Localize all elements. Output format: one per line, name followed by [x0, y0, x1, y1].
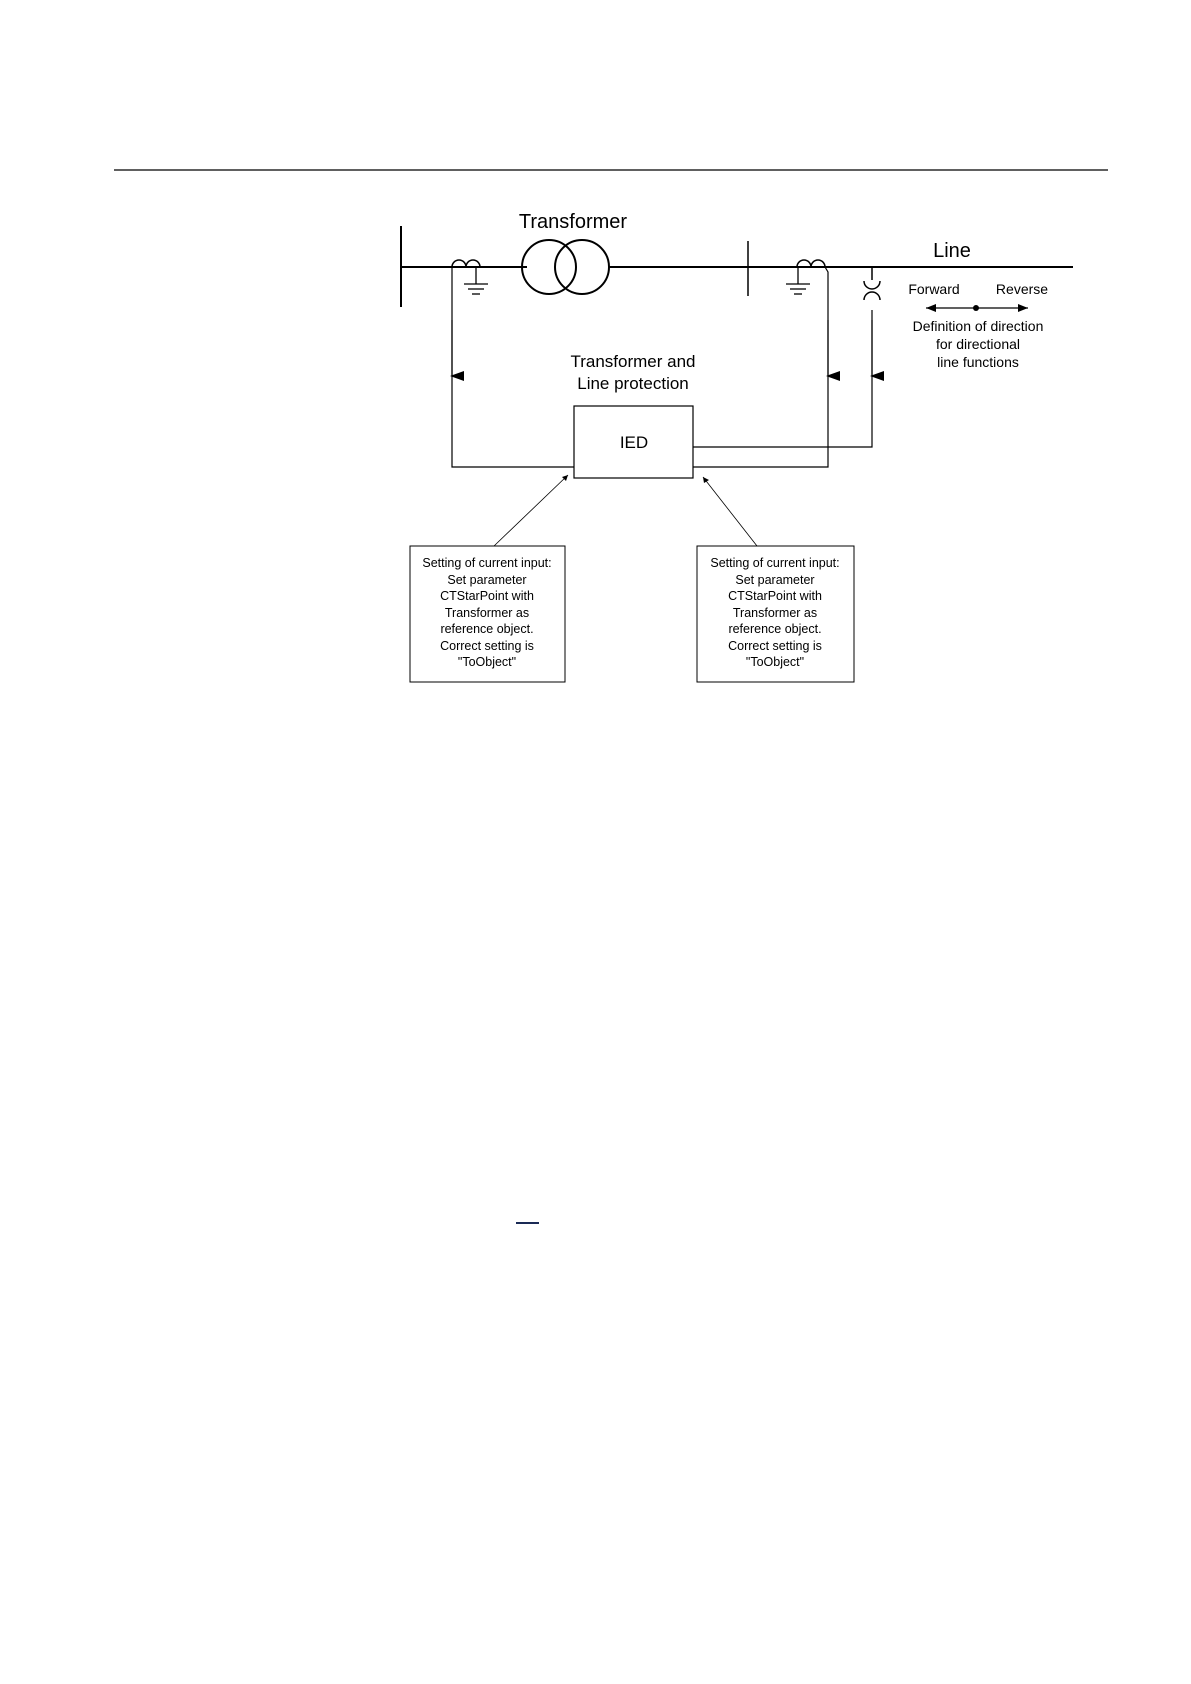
wire-ct2-to-ied — [693, 267, 828, 467]
protection-label-line-1: Transformer and — [570, 352, 696, 371]
current-transformer-2 — [797, 260, 825, 284]
reverse-label: Reverse — [995, 281, 1049, 297]
ground-icon — [464, 284, 488, 294]
note-1-pointer — [494, 475, 568, 546]
note-text: CTStarPoint with — [728, 589, 822, 603]
transformer-label: Transformer — [518, 211, 628, 233]
ied-label: IED — [619, 433, 649, 452]
direction-arrows — [926, 304, 1028, 312]
note-text: Transformer as — [732, 606, 818, 620]
note-box-1 — [410, 546, 565, 682]
note-2-pointer — [703, 477, 757, 546]
note-box-2 — [697, 546, 854, 682]
wire-vt-to-ied — [693, 310, 872, 447]
ground-icon — [786, 284, 810, 294]
note-text: reference object. — [728, 622, 822, 636]
note-text: Correct setting is — [728, 639, 822, 653]
note-text: "ToObject" — [745, 655, 805, 669]
note-text: "ToObject" — [457, 655, 517, 669]
direction-definition-line-3: line functions — [937, 354, 1019, 370]
direction-definition-line-2: for directional — [935, 336, 1021, 352]
note-text: Set parameter — [447, 573, 527, 587]
note-text: reference object. — [440, 622, 534, 636]
note-text: Setting of current input: — [422, 556, 552, 570]
voltage-transformer-icon — [864, 267, 880, 300]
note-text: Setting of current input: — [710, 556, 840, 570]
transformer-icon — [522, 240, 609, 294]
note-text: CTStarPoint with — [440, 589, 534, 603]
line-label: Line — [933, 240, 971, 262]
note-text: Correct setting is — [440, 639, 534, 653]
note-text: Set parameter — [735, 573, 815, 587]
note-text: Transformer as — [444, 606, 530, 620]
direction-definition-line-1: Definition of direction — [912, 318, 1044, 334]
protection-label-line-2: Line protection — [577, 374, 689, 393]
forward-label: Forward — [908, 281, 960, 297]
current-transformer-1 — [452, 260, 480, 284]
wire-ct1-to-ied — [452, 267, 574, 467]
